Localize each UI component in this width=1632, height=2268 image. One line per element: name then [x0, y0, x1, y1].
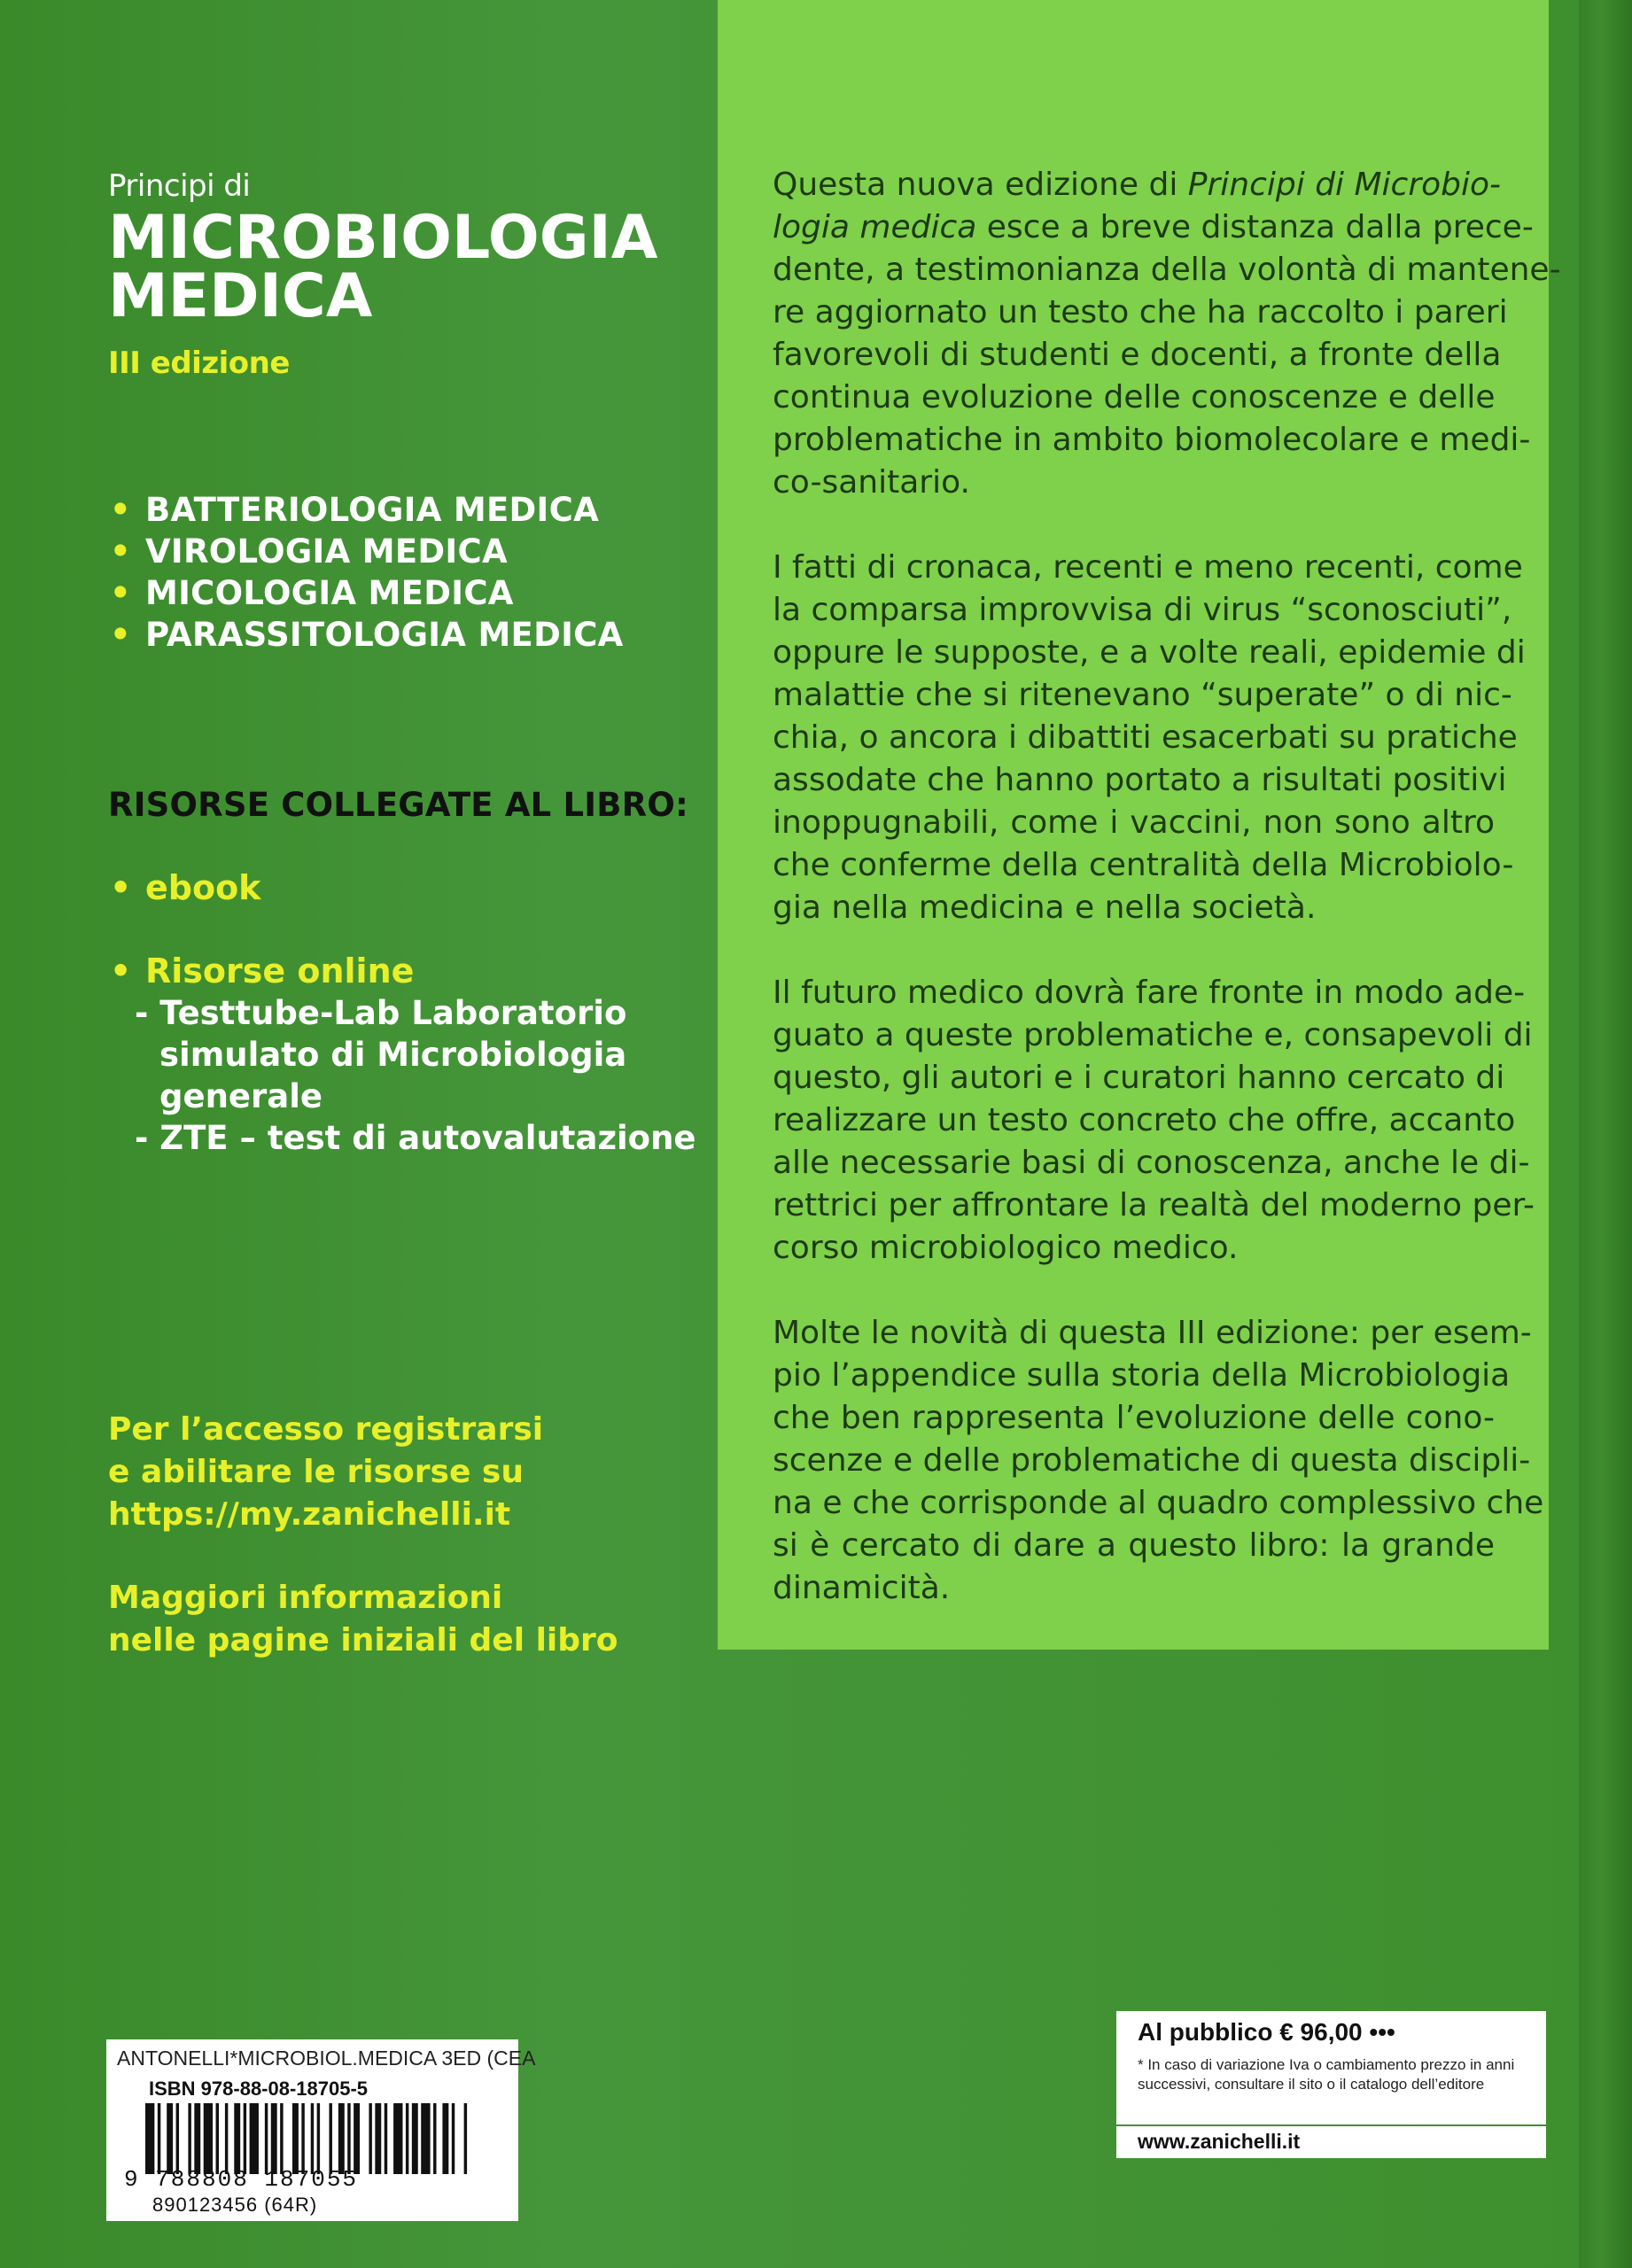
resource-testtube-line-3: generale	[159, 1077, 323, 1115]
resource-testtube-line-2: simulato di Microbiologia	[159, 1036, 627, 1074]
bullet-icon: •	[110, 951, 132, 990]
book-title	[108, 203, 728, 331]
bullet-icon: •	[110, 616, 131, 654]
list-item: • BATTERIOLOGIA MEDICA	[110, 491, 600, 529]
info-line-1: Maggiori informazioni	[108, 1580, 503, 1616]
text-line: Il futuro medico dovrà fare fronte in modo ade-	[773, 975, 1526, 1011]
bullet-icon: •	[110, 868, 132, 907]
text-line: dente, a testimonianza della volontà di mantene-	[773, 252, 1561, 288]
text-line: inoppugnabili, come i vaccini, non sono altro	[773, 804, 1495, 841]
resources-list	[110, 866, 748, 1159]
barcode-title: ANTONELLI*MICROBIOL.MEDICA 3ED (CEA	[117, 2047, 536, 2070]
barcode-icon	[145, 2103, 473, 2174]
text-line: re aggiornato un testo che ha raccolto i pareri	[773, 294, 1508, 330]
text-line: questo, gli autori e i curatori hanno cercato di	[773, 1060, 1505, 1096]
text-line: favorevoli di studenti e docenti, a fronte della	[773, 337, 1502, 373]
isbn: ISBN 978-88-08-18705-5	[149, 2078, 369, 2100]
paragraph-1	[773, 164, 1561, 504]
list-item: • VIROLOGIA MEDICA	[110, 532, 508, 571]
text-line: guato a queste problematiche e, consapevoli di	[773, 1017, 1533, 1053]
resource-online: • Risorse online	[110, 951, 415, 990]
text-line: co-sanitario.	[773, 464, 970, 501]
bullet-icon: •	[110, 491, 131, 529]
description-text	[773, 164, 1561, 1652]
resource-testtube-line-1: - Testtube-Lab Laboratorio	[135, 994, 627, 1032]
edition-label: III edizione	[108, 346, 290, 381]
access-line-1: Per l’accesso registrarsi	[108, 1411, 544, 1448]
website-label	[1116, 2126, 1546, 2158]
text-line: alle necessarie basi di conoscenza, anche le di-	[773, 1145, 1530, 1181]
text-line: si è cercato di dare a questo libro: la grande	[773, 1527, 1495, 1564]
resource-ebook: • ebook	[110, 868, 261, 907]
text-line: assodate che hanno portato a risultati positivi	[773, 762, 1507, 798]
more-info	[108, 1577, 728, 1662]
text-line: oppure le supposte, e a volte reali, epidemie di	[773, 634, 1526, 671]
price-label	[1116, 2011, 1546, 2124]
text-line: chia, o ancora i dibattiti esacerbati su pratiche	[773, 719, 1518, 756]
bullet-icon: •	[110, 574, 131, 612]
website: www.zanichelli.it	[1138, 2130, 1301, 2153]
price-note: * In caso di variazione Iva o cambiamento prezzo in anni successivi, consultare il sito o il catalogo dell’editore	[1138, 2056, 1515, 2093]
text-line: scenze e delle problematiche di questa discipli-	[773, 1442, 1531, 1479]
text-line: na e che corrisponde al quadro complessivo che	[773, 1485, 1544, 1521]
access-instructions	[108, 1409, 728, 1536]
text-line: pio l’appendice sulla storia della Microbiologia	[773, 1357, 1511, 1394]
text-line: Molte le novità di questa III edizione: per esem-	[773, 1315, 1532, 1351]
book-title-line-1: MICROBIOLOGIA	[108, 203, 658, 273]
text-line: la comparsa improvvisa di virus “sconosciuti”,	[773, 592, 1512, 628]
resources-heading: RISORSE COLLEGATE AL LIBRO:	[108, 786, 688, 824]
price: Al pubblico € 96,00 •••	[1138, 2018, 1395, 2046]
resource-zte: - ZTE – test di autovalutazione	[135, 1119, 696, 1157]
text-line: dinamicità.	[773, 1570, 951, 1606]
paragraph-3	[773, 972, 1535, 1270]
book-title-line-2: MEDICA	[108, 261, 373, 331]
book-spine-edge	[1579, 0, 1632, 2268]
series-label: Principi di	[108, 168, 251, 204]
text-line: I fatti di cronaca, recenti e meno recenti, come	[773, 549, 1523, 586]
text-line: logia medica esce a breve distanza dalla prece-	[773, 209, 1534, 245]
bullet-icon: •	[110, 532, 131, 571]
subjects-list	[110, 489, 748, 656]
text-line: gia nella medicina e nella società.	[773, 889, 1317, 926]
paragraph-2	[773, 547, 1526, 929]
text-line: malattie che si ritenevano “superate” o di nic-	[773, 677, 1512, 713]
barcode-label	[106, 2039, 536, 2221]
text-line: corso microbiologico medico.	[773, 1230, 1239, 1266]
text-line: problematiche in ambito biomolecolare e medi-	[773, 422, 1531, 458]
text-line: che ben rappresenta l’evoluzione delle cono-	[773, 1400, 1495, 1436]
text-line: rettrici per affrontare la realtà del moderno per-	[773, 1187, 1535, 1223]
list-item: • MICOLOGIA MEDICA	[110, 574, 514, 612]
text-line: continua evoluzione delle conoscenze e delle	[773, 379, 1496, 416]
text-line: realizzare un testo concreto che offre, accanto	[773, 1102, 1516, 1138]
info-line-2: nelle pagine iniziali del libro	[108, 1622, 618, 1658]
barcode-code: 890123456 (64R)	[152, 2194, 318, 2216]
title-block	[108, 168, 728, 381]
access-line-2: e abilitare le risorse su	[108, 1454, 524, 1490]
list-item: • PARASSITOLOGIA MEDICA	[110, 616, 624, 654]
text-line: che conferme della centralità della Microbiolo-	[773, 847, 1514, 883]
barcode-digits: 9 788808 187055	[124, 2166, 359, 2193]
text-line: Questa nuova edizione di Principi di Microbio-	[773, 167, 1502, 203]
description-panel	[718, 0, 1561, 1650]
paragraph-4	[773, 1312, 1544, 1610]
access-url: https://my.zanichelli.it	[108, 1496, 511, 1533]
